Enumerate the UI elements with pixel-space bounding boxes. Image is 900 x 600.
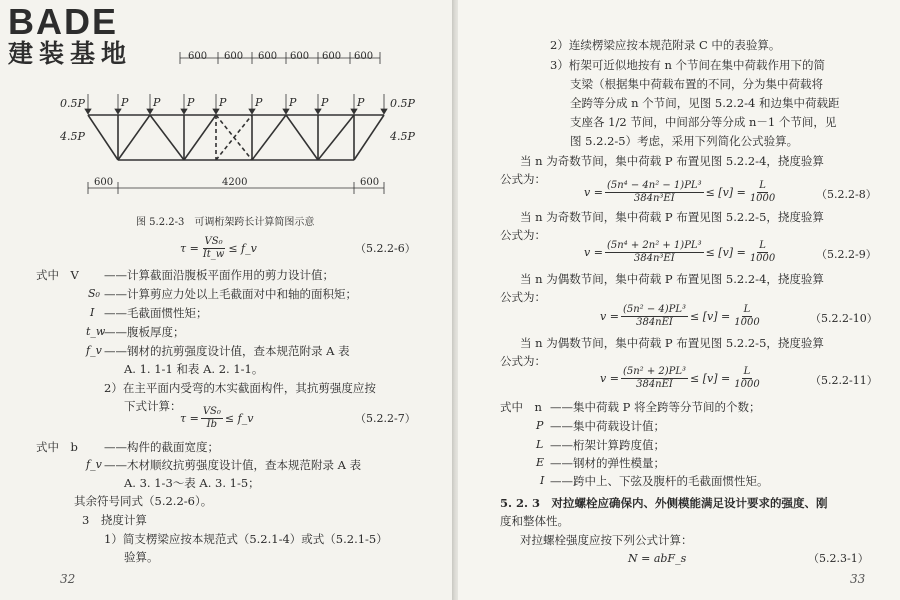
item-3-line-5: 图 5.2.2-5）考虑，采用下列简化公式验算。	[570, 134, 799, 148]
item-1-line-1: 1）简支楞梁应按本规范式（5.2.1-4）或式（5.2.1-5）	[104, 532, 388, 546]
top-dim-3: 600	[258, 51, 278, 62]
eq-lhs: τ =	[180, 242, 199, 255]
case-2-line-1: 当 n 为奇数节间，集中荷载 P 布置见图 5.2.2-5，挠度验算	[520, 210, 824, 224]
equation-5-2-2-10	[600, 304, 764, 329]
definition: ——集中荷载设计值；	[550, 419, 665, 433]
section-3-heading: 3 挠度计算	[82, 513, 147, 527]
item-2-line-1: 2）在主平面内受弯的木实截面构件，其抗剪强度应按	[104, 381, 376, 395]
eq-numerator: (5n⁴ − 4n² − 1)PL³	[606, 180, 702, 191]
load-label: P	[289, 96, 297, 109]
definition: ——毛截面惯性矩；	[104, 306, 208, 320]
symbol: I	[90, 306, 95, 319]
other-symbols-note: 其余符号同式（5.2.2-6）。	[74, 494, 213, 508]
page-number-left: 32	[60, 572, 76, 586]
case-4-line-1: 当 n 为偶数节间，集中荷载 P 布置见图 5.2.2-5，挠度验算	[520, 336, 824, 350]
eq-numerator: L	[759, 240, 766, 251]
definition: ——钢材的抗剪强度设计值，查本规范附录 A 表	[104, 344, 350, 358]
eq-numerator: (5n² − 4)PL³	[622, 304, 687, 315]
definition: ——跨中上、下弦及腹杆的毛截面惯性矩。	[550, 474, 769, 488]
load-label: P	[153, 96, 161, 109]
top-dim-6: 600	[354, 51, 374, 62]
section-5-2-3-line-1: 5. 2. 3 对拉螺栓应确保内、外侧模能满足设计要求的强度、刚	[500, 496, 828, 510]
definition: ——集中荷载 P 将全跨等分节间的个数；	[550, 400, 761, 414]
eq-lhs: v =	[600, 310, 619, 323]
eq-denominator: 384nEI	[636, 379, 673, 390]
top-dim-4: 600	[290, 51, 310, 62]
logo-brand: BADE	[8, 1, 119, 42]
symbol: E	[536, 456, 545, 469]
eq-numerator: VS₀	[204, 236, 223, 247]
case-3-line-1: 当 n 为偶数节间，集中荷载 P 布置见图 5.2.2-4，挠度验算	[520, 272, 824, 286]
equation-5-2-2-11	[600, 366, 764, 391]
load-label: P	[357, 96, 365, 109]
case-1-line-1: 当 n 为奇数节间，集中荷载 P 布置见图 5.2.2-4，挠度验算	[520, 154, 824, 168]
equation-number: （5.2.2-11）	[810, 374, 878, 387]
item-3-line-4: 支座各 1/2 节间，中间部分等分成 n－1 个节间，见	[570, 115, 837, 129]
bottom-dim-2: 4200	[222, 177, 248, 188]
equation-5-2-2-6	[180, 236, 257, 261]
equation-number: （5.2.2-8）	[816, 188, 877, 201]
case-2-line-2: 公式为：	[500, 228, 546, 242]
eq-denominator: It_w	[202, 249, 225, 260]
symbol: f_v	[86, 458, 102, 471]
eq-numerator: (5n² + 2)PL³	[622, 366, 687, 377]
case-3-line-2: 公式为：	[500, 290, 546, 304]
eq-numerator: VS₀	[202, 406, 221, 417]
eq-denominator: Ib	[206, 419, 218, 430]
eq-lhs: v =	[584, 186, 603, 199]
eq-denominator: 1000	[749, 193, 776, 204]
load-label: P	[219, 96, 227, 109]
top-dim-5: 600	[322, 51, 342, 62]
item-2-line-2: 下式计算：	[124, 399, 182, 413]
eq-numerator: L	[759, 180, 766, 191]
item-2-continuous-beam: 2）连续楞梁应按本规范附录 C 中的表验算。	[550, 38, 781, 52]
definition: ——腹板厚度；	[104, 325, 185, 339]
definition-continued: A. 1. 1-1 和表 A. 2. 1-1。	[124, 362, 264, 376]
bolt-intro: 对拉螺栓强度应按下列公式计算：	[520, 533, 693, 547]
left-load-top: 0.5P	[60, 97, 85, 110]
eq-rhs: ≤ f_v	[224, 412, 254, 425]
bottom-dim-3: 600	[360, 177, 380, 188]
equation-5-2-2-9	[584, 240, 779, 265]
load-label: P	[321, 96, 329, 109]
bottom-dim-1: 600	[94, 177, 114, 188]
eq-numerator: L	[743, 366, 751, 377]
right-page	[458, 0, 900, 600]
item-3-line-2: 支梁（根据集中荷载布置的不同，分为集中荷载将	[570, 77, 823, 91]
top-dim-1: 600	[188, 51, 208, 62]
case-4-line-2: 公式为：	[500, 354, 546, 368]
definition: ——木材顺纹抗剪强度设计值，查本规范附录 A 表	[104, 458, 362, 472]
symbol: S₀	[88, 287, 100, 300]
definition: ——钢材的弹性模量；	[550, 456, 665, 470]
eq-middle: ≤ [v] =	[705, 246, 746, 259]
case-1-line-2: 公式为：	[500, 172, 546, 186]
symbol: L	[536, 438, 544, 451]
symbol: 式中 V	[36, 268, 79, 282]
equation-number: （5.2.2-9）	[816, 248, 877, 261]
section-5-2-3-line-2: 度和整体性。	[500, 514, 569, 528]
definition: ——构件的截面宽度；	[104, 440, 219, 454]
equation-5-2-2-8	[584, 180, 779, 205]
symbol: f_v	[86, 344, 102, 357]
equation-5-2-3-1: N = abF_s	[628, 552, 687, 565]
definition: ——桁架计算跨度值；	[550, 438, 665, 452]
definition-continued: A. 3. 1-3～表 A. 3. 1-5；	[124, 476, 260, 490]
eq-lhs: τ =	[180, 412, 199, 425]
logo-subtitle: 建装基地	[8, 39, 133, 68]
eq-rhs: ≤ f_v	[228, 242, 257, 255]
eq-middle: ≤ [v] =	[690, 310, 731, 323]
symbol: t_w	[86, 325, 106, 338]
eq-denominator: 1000	[734, 379, 760, 390]
symbol: P	[536, 419, 544, 432]
eq-denominator: 384n³EI	[633, 193, 675, 204]
item-3-line-1: 3）桁架可近似地按有 n 个节间在集中荷载作用下的简	[550, 58, 826, 72]
eq-middle: ≤ [v] =	[690, 372, 731, 385]
right-load-top: 0.5P	[390, 97, 415, 110]
equation-number: （5.2.2-7）	[355, 412, 416, 425]
equation-number: （5.2.2-6）	[355, 242, 416, 255]
eq-numerator: L	[743, 304, 751, 315]
load-label: P	[121, 96, 129, 109]
figure-caption: 图 5.2.2-3 可调桁架跨长计算简图示意	[136, 217, 315, 228]
eq-denominator: 384n³EI	[633, 253, 675, 264]
eq-lhs: v =	[600, 372, 619, 385]
load-label: P	[187, 96, 195, 109]
load-label: P	[255, 96, 263, 109]
symbol: I	[540, 474, 545, 487]
item-1-line-2: 验算。	[124, 550, 159, 564]
definition: ——计算截面沿腹板平面作用的剪力设计值；	[104, 268, 334, 282]
equation-5-2-2-7	[180, 406, 253, 431]
item-3-line-3: 全跨等分成 n 个节间，见图 5.2.2-4 和边集中荷载距	[570, 96, 840, 110]
eq-denominator: 384nEI	[636, 317, 673, 328]
eq-denominator: 1000	[749, 253, 776, 264]
equation-number: （5.2.2-10）	[810, 312, 878, 325]
symbol: 式中 b	[36, 440, 78, 454]
left-load-bottom: 4.5P	[60, 130, 85, 143]
right-load-bottom: 4.5P	[390, 130, 415, 143]
page-number-right: 33	[850, 572, 866, 586]
symbol: 式中 n	[500, 400, 542, 414]
eq-middle: ≤ [v] =	[705, 186, 746, 199]
definition: ——计算剪应力处以上毛截面对中和轴的面积矩；	[104, 287, 357, 301]
eq-lhs: v =	[584, 246, 603, 259]
top-dim-2: 600	[224, 51, 244, 62]
eq-denominator: 1000	[734, 317, 760, 328]
equation-number: （5.2.3-1）	[808, 552, 869, 565]
eq-numerator: (5n⁴ + 2n² + 1)PL³	[606, 240, 702, 251]
